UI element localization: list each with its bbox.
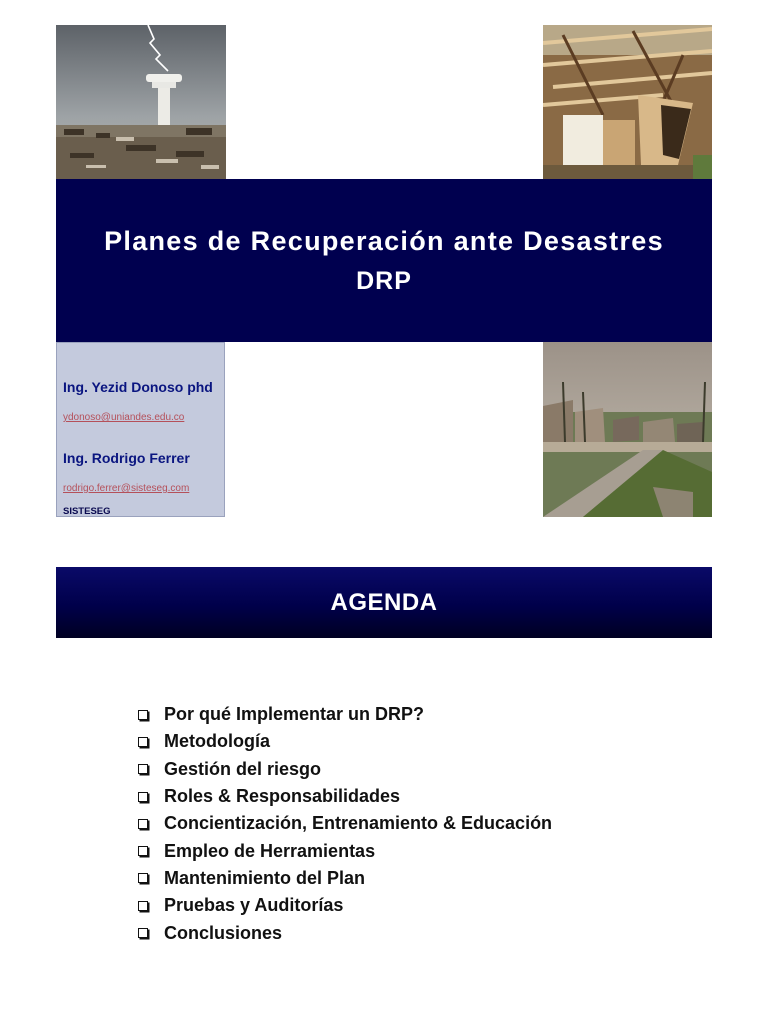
author-name-2: Ing. Rodrigo Ferrer	[63, 450, 190, 466]
list-item-text: Mantenimiento del Plan	[164, 867, 366, 888]
checkbox-square-icon	[138, 792, 148, 802]
list-item	[136, 728, 552, 755]
author-name-1: Ing. Yezid Donoso phd	[63, 379, 213, 395]
author-email-2[interactable]: rodrigo.ferrer@sisteseg.com	[63, 483, 190, 494]
list-item-text: Pruebas y Auditorías	[164, 895, 344, 916]
list-item	[136, 783, 552, 810]
list-item	[136, 837, 552, 864]
destroyed-house-image	[543, 25, 712, 179]
list-item-text: Metodología	[164, 731, 270, 752]
list-item-text: Roles & Responsabilidades	[164, 786, 401, 807]
list-item	[136, 701, 552, 728]
list-item-text: Gestión del riesgo	[164, 758, 322, 779]
list-item	[136, 756, 552, 783]
author-box	[56, 342, 225, 517]
checkbox-square-icon	[138, 901, 148, 911]
agenda-list	[136, 701, 552, 947]
checkbox-square-icon	[138, 819, 148, 829]
list-item-text: Conclusiones	[164, 922, 283, 943]
agenda-heading: AGENDA	[330, 588, 438, 616]
list-item-text: Por qué Implementar un DRP?	[164, 704, 425, 725]
checkbox-square-icon	[138, 710, 148, 720]
list-item-text: Empleo de Herramientas	[164, 840, 376, 861]
author-email-1[interactable]: ydonoso@uniandes.edu.co	[63, 412, 185, 423]
list-item	[136, 865, 552, 892]
checkbox-square-icon	[138, 928, 148, 938]
title-line-1: Planes de Recuperación ante Desastres	[104, 225, 664, 256]
title-line-2: DRP	[356, 266, 412, 295]
list-item-text: Concientización, Entrenamiento & Educación	[164, 813, 553, 834]
checkbox-square-icon	[138, 846, 148, 856]
title-banner	[56, 179, 712, 342]
checkbox-square-icon	[138, 764, 148, 774]
agenda-banner	[56, 567, 712, 638]
organization: SISTESEG	[63, 506, 111, 517]
list-item	[136, 810, 552, 837]
checkbox-square-icon	[138, 737, 148, 747]
checkbox-square-icon	[138, 873, 148, 883]
list-item	[136, 919, 552, 946]
list-item	[136, 892, 552, 919]
storm-water-tower-image	[56, 25, 226, 179]
damaged-street-image	[543, 342, 712, 517]
